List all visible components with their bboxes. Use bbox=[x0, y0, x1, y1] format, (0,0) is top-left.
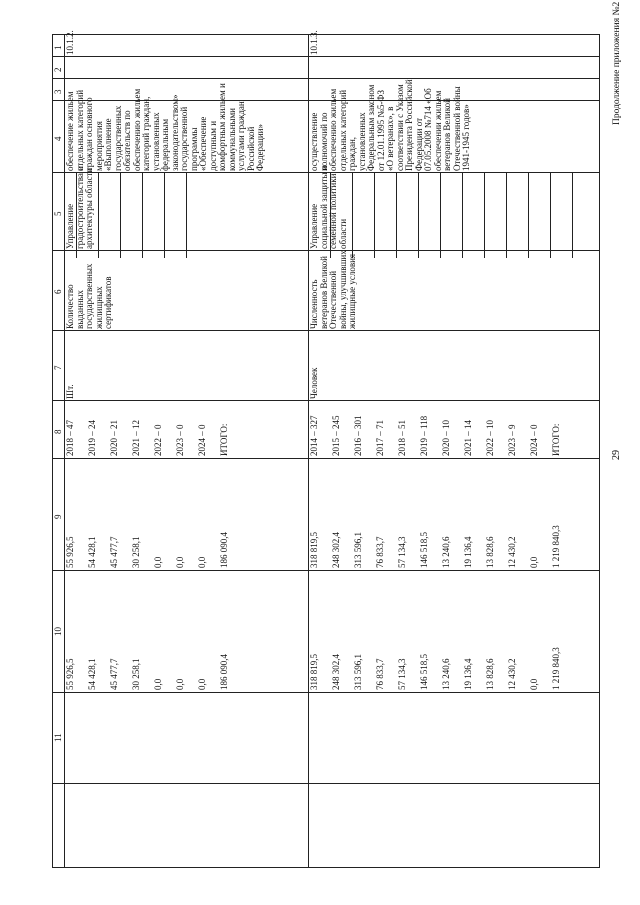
cost-value: 313 596,1 bbox=[353, 532, 363, 568]
column-header-2: 2 bbox=[53, 67, 63, 72]
budget-value: 57 134,3 bbox=[397, 658, 407, 690]
cost-value: 0,0 bbox=[153, 556, 163, 568]
budget-value: 1 219 840,3 bbox=[551, 647, 561, 690]
year-value: 2018 – 51 bbox=[397, 420, 407, 456]
cost-value: 1 219 840,3 bbox=[551, 525, 561, 568]
column-divider bbox=[52, 570, 600, 571]
cost-value: 45 477,7 bbox=[109, 536, 119, 568]
row-indicator: Количество выданных государственных жилищных сертификатов bbox=[65, 263, 113, 329]
column-header-9: 9 bbox=[53, 514, 63, 519]
budget-value: 0,0 bbox=[197, 678, 207, 690]
cost-value: 318 819,5 bbox=[309, 532, 319, 568]
budget-value: 55 926,5 bbox=[65, 658, 75, 690]
year-value: 2021 – 12 bbox=[131, 420, 141, 456]
budget-value: 0,0 bbox=[153, 678, 163, 690]
cost-value: 0,0 bbox=[529, 556, 539, 568]
row-divider bbox=[352, 172, 353, 258]
year-value: 2021 – 14 bbox=[463, 420, 473, 456]
budget-value: 313 596,1 bbox=[353, 654, 363, 690]
row-divider bbox=[120, 172, 121, 258]
column-divider bbox=[52, 56, 600, 57]
budget-value: 146 518,5 bbox=[419, 654, 429, 690]
year-value: 2022 – 10 bbox=[485, 420, 495, 456]
budget-value: 13 240,6 bbox=[441, 658, 451, 690]
cost-value: 146 518,5 bbox=[419, 532, 429, 568]
column-divider bbox=[52, 783, 600, 784]
row-number: 10.1.2. bbox=[65, 30, 75, 55]
year-value: 2023 – 0 bbox=[175, 424, 185, 456]
cost-value: 76 833,7 bbox=[375, 536, 385, 568]
table-border-right bbox=[599, 34, 600, 868]
year-value: 2018 – 47 bbox=[65, 420, 75, 456]
row-divider bbox=[550, 172, 551, 258]
year-value: ИТОГО: bbox=[219, 423, 229, 456]
year-value: 2020 – 10 bbox=[441, 420, 451, 456]
cost-value: 55 926,5 bbox=[65, 536, 75, 568]
budget-value: 19 136,4 bbox=[463, 658, 473, 690]
row-divider bbox=[396, 172, 397, 258]
column-divider bbox=[52, 330, 600, 331]
cost-value: 19 136,4 bbox=[463, 536, 473, 568]
row-unit: Шт. bbox=[65, 384, 75, 399]
cost-value: 12 430,2 bbox=[507, 536, 517, 568]
row-number: 10.1.3. bbox=[309, 30, 319, 55]
row-divider bbox=[374, 172, 375, 258]
row-divider bbox=[164, 172, 165, 258]
year-value: 2019 – 24 bbox=[87, 420, 97, 456]
budget-value: 45 477,7 bbox=[109, 658, 119, 690]
page-number: 29 bbox=[611, 450, 622, 460]
year-value: 2016 – 301 bbox=[353, 415, 363, 456]
cost-value: 248 302,4 bbox=[331, 532, 341, 568]
year-value: 2019 – 118 bbox=[419, 415, 429, 456]
budget-value: 54 428,1 bbox=[87, 658, 97, 690]
column-header-5: 5 bbox=[53, 211, 63, 216]
cost-value: 54 428,1 bbox=[87, 536, 97, 568]
row-divider bbox=[528, 172, 529, 258]
row-divider bbox=[572, 172, 573, 258]
cost-value: 13 240,6 bbox=[441, 536, 451, 568]
column-header-6: 6 bbox=[53, 289, 63, 294]
year-value: 2024 – 0 bbox=[197, 424, 207, 456]
row-divider bbox=[484, 172, 485, 258]
year-value: 2015 – 245 bbox=[331, 415, 341, 456]
row-executor: Управление градостроительства и архитектуры области bbox=[65, 166, 94, 249]
row-indicator: Численность ветеранов Великой Отечественной войны, улучшивших жилищные условия bbox=[309, 250, 357, 329]
column-divider bbox=[52, 400, 600, 401]
column-header-1: 1 bbox=[53, 45, 63, 50]
table-border-top bbox=[52, 34, 600, 35]
row-executor: Управление социальной защиты и семейной политики области bbox=[309, 165, 348, 249]
cost-value: 0,0 bbox=[197, 556, 207, 568]
row-divider bbox=[418, 172, 419, 258]
row-divider bbox=[462, 172, 463, 258]
row-divider bbox=[142, 172, 143, 258]
year-value: 2022 – 0 bbox=[153, 424, 163, 456]
budget-value: 76 833,7 bbox=[375, 658, 385, 690]
year-value: 2014 – 327 bbox=[309, 415, 319, 456]
budget-value: 12 430,2 bbox=[507, 658, 517, 690]
cost-value: 57 134,3 bbox=[397, 536, 407, 568]
row-divider bbox=[506, 172, 507, 258]
cost-value: 30 258,1 bbox=[131, 536, 141, 568]
budget-value: 30 258,1 bbox=[131, 658, 141, 690]
row-divider bbox=[440, 172, 441, 258]
continuation-note: Продолжение приложения №2 bbox=[612, 1, 622, 125]
row-description: обеспечение жильем отдельных категорий граждан основного мероприятия «Выполнение государственных обязательств по обеспечению жильем категорий граждан, установленных федеральным законодательством» государственной программы «Обеспечение доступным и комфортным жильем и коммунальными услугами граждан Российской Федерации» bbox=[65, 83, 265, 171]
year-value: 2024 – 0 bbox=[529, 424, 539, 456]
column-header-7: 7 bbox=[53, 365, 63, 370]
column-header-8: 8 bbox=[53, 429, 63, 434]
year-value: ИТОГО: bbox=[551, 423, 561, 456]
budget-value: 0,0 bbox=[175, 678, 185, 690]
year-value: 2020 – 21 bbox=[109, 420, 119, 456]
row-unit: Человек bbox=[309, 367, 319, 399]
column-divider bbox=[52, 692, 600, 693]
budget-value: 318 819,5 bbox=[309, 654, 319, 690]
column-header-4: 4 bbox=[53, 136, 63, 141]
cost-value: 0,0 bbox=[175, 556, 185, 568]
year-value: 2023 – 9 bbox=[507, 424, 517, 456]
row-description: осуществление полномочий по обеспечению жильем отдельных категорий граждан, установленных Федеральным законом от 12.01.1995 №5-ФЗ «О ветеранах», в соответствии с Указом Президента Российской Федерации от 07.05.2008 №714 «Об обеспечении жильем ветеранов Великой Отечественной войны 1941-1945 годов» bbox=[309, 79, 471, 171]
budget-value: 13 828,6 bbox=[485, 658, 495, 690]
budget-value: 248 302,4 bbox=[331, 654, 341, 690]
column-header-3: 3 bbox=[53, 89, 63, 94]
row-divider bbox=[98, 172, 99, 258]
row-divider bbox=[186, 172, 187, 258]
budget-value: 0,0 bbox=[529, 678, 539, 690]
table-border-left bbox=[52, 34, 53, 868]
column-header-10: 10 bbox=[53, 627, 63, 636]
table-border-bottom bbox=[52, 867, 600, 868]
cost-value: 186 090,4 bbox=[219, 532, 229, 568]
column-header-11: 11 bbox=[53, 733, 63, 742]
year-value: 2017 – 71 bbox=[375, 420, 385, 456]
budget-value: 186 090,4 bbox=[219, 654, 229, 690]
column-divider bbox=[52, 458, 600, 459]
cost-value: 13 828,6 bbox=[485, 536, 495, 568]
